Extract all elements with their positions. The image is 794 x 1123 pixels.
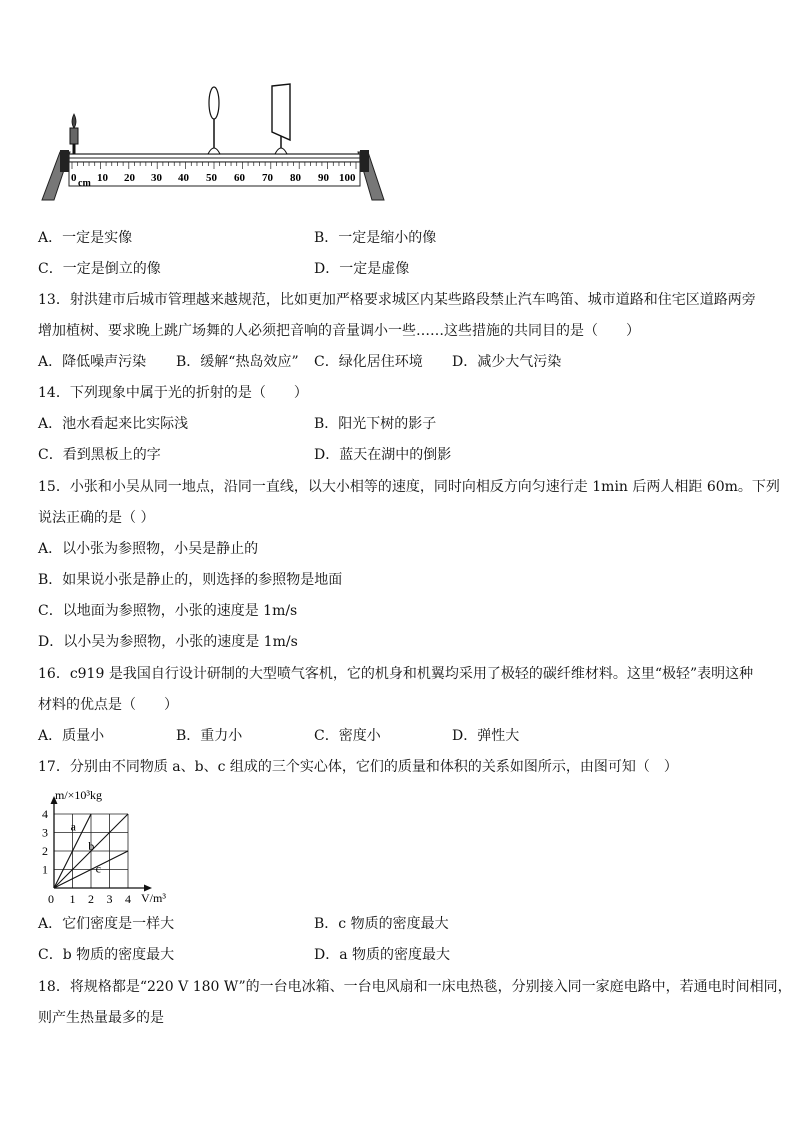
- q18-stem-line1: 18．将规格都是“220 V 180 W”的一台电冰箱、一台电风扇和一床电热毯，分别接入同一家庭电路中，若通电时间相同，: [38, 979, 792, 995]
- candle: [70, 114, 78, 154]
- q15-stem-line1: 15．小张和小吴从同一地点，沿同一直线，以大小相等的速度，同时向相反方向匀速行走 1min 后两人相距 60m。下列: [38, 479, 780, 495]
- y-tick-label: 4: [42, 807, 48, 821]
- tick-label: 50: [206, 172, 217, 184]
- q14-option-a: A．池水看起来比实际浅: [38, 416, 189, 432]
- x-tick-label: 0: [48, 892, 54, 906]
- q12-option-c: C．一定是倒立的像: [38, 261, 161, 277]
- chart-axes: [51, 796, 153, 892]
- light-screen: [272, 84, 290, 154]
- y-tick-label: 3: [42, 825, 48, 840]
- q12-option-b: B．一定是缩小的像: [314, 230, 437, 246]
- q14-option-d: D．蓝天在湖中的倒影: [314, 447, 452, 463]
- tick-label: 30: [151, 172, 162, 184]
- scale-unit: cm: [78, 178, 91, 189]
- q16-option-d: D．弹性大: [452, 728, 520, 744]
- q15-option-d: D．以小吴为参照物，小张的速度是 1m/s: [38, 634, 298, 650]
- mass-volume-chart: [30, 786, 180, 908]
- y-tick-label: 1: [42, 862, 48, 877]
- tick-label: 10: [97, 172, 108, 184]
- tick-label: 100: [339, 172, 356, 184]
- x-tick-label: 4: [125, 892, 131, 906]
- q14-option-b: B．阳光下树的影子: [314, 416, 437, 432]
- q15-option-a: A．以小张为参照物，小吴是静止的: [38, 541, 259, 557]
- q15-option-b: B．如果说小张是静止的，则选择的参照物是地面: [38, 572, 343, 588]
- y-tick-label: 2: [42, 844, 48, 858]
- tick-label: 80: [290, 172, 301, 184]
- q17-stem: 17．分别由不同物质 a、b、c 组成的三个实心体，它们的质量和体积的关系如图所示，由图可知（ ）: [38, 759, 678, 775]
- chart-x-axis-label: V/m³: [141, 891, 166, 905]
- q16-option-c: C．密度小: [314, 728, 381, 744]
- q15-stem-line2: 说法正确的是（ ）: [38, 510, 155, 526]
- bench-left-end: [60, 150, 69, 172]
- tick-label: 40: [178, 172, 189, 184]
- series-label-a: a: [70, 819, 76, 834]
- q18-stem-line2: 则产生热量最多的是: [38, 1010, 164, 1026]
- q13-stem-line1: 13．射洪建市后城市管理越来越规范，比如更加严格要求城区内某些路段禁止汽车鸣笛、城市道路和住宅区道路两旁: [38, 292, 756, 308]
- tick-label: 90: [318, 172, 329, 184]
- tick-label: 20: [124, 172, 135, 184]
- q16-stem-line2: 材料的优点是（ ）: [38, 697, 178, 713]
- convex-lens: [208, 87, 220, 154]
- q13-option-a: A．降低噪声污染: [38, 354, 147, 370]
- bench-right-end: [360, 150, 369, 172]
- q17-option-d: D．a 物质的密度最大: [314, 947, 451, 963]
- q12-option-a: A．一定是实像: [38, 230, 133, 246]
- q13-stem-line2: 增加植树、要求晚上跳广场舞的人必须把音响的音量调小一些……这些措施的共同目的是（ ）: [38, 323, 640, 339]
- series-label-b: b: [88, 839, 95, 854]
- x-tick-label: 3: [106, 892, 113, 906]
- q13-option-d: D．减少大气污染: [452, 354, 562, 370]
- x-tick-label: 1: [69, 892, 76, 906]
- q13-option-c: C．绿化居住环境: [314, 354, 423, 370]
- q16-option-b: B．重力小: [176, 728, 243, 744]
- q16-stem-line1: 16．c919 是我国自行设计研制的大型喷气客机，它的机身和机翼均采用了极轻的碳纤维材料。这里“极轻”表明这种: [38, 666, 754, 682]
- tick-label: 0: [71, 172, 77, 184]
- tick-label: 70: [262, 172, 273, 184]
- q14-stem: 14．下列现象中属于光的折射的是（ ）: [38, 385, 308, 401]
- q15-option-c: C．以地面为参照物，小张的速度是 1m/s: [38, 603, 298, 619]
- q17-option-a: A．它们密度是一样大: [38, 916, 175, 932]
- q17-option-c: C．b 物质的密度最大: [38, 947, 175, 963]
- q13-option-b: B．缓解“热岛效应”: [176, 354, 299, 370]
- q12-option-d: D．一定是虚像: [314, 261, 410, 277]
- x-tick-label: 2: [88, 892, 94, 906]
- tick-label: 60: [234, 172, 245, 184]
- chart-y-axis-label: m/×10³kg: [55, 788, 103, 802]
- series-label-c: c: [95, 861, 101, 876]
- q16-option-a: A．质量小: [38, 728, 105, 744]
- optical-bench-figure: [38, 82, 390, 202]
- q17-option-b: B．c 物质的密度最大: [314, 916, 449, 932]
- q14-option-c: C．看到黑板上的字: [38, 447, 161, 463]
